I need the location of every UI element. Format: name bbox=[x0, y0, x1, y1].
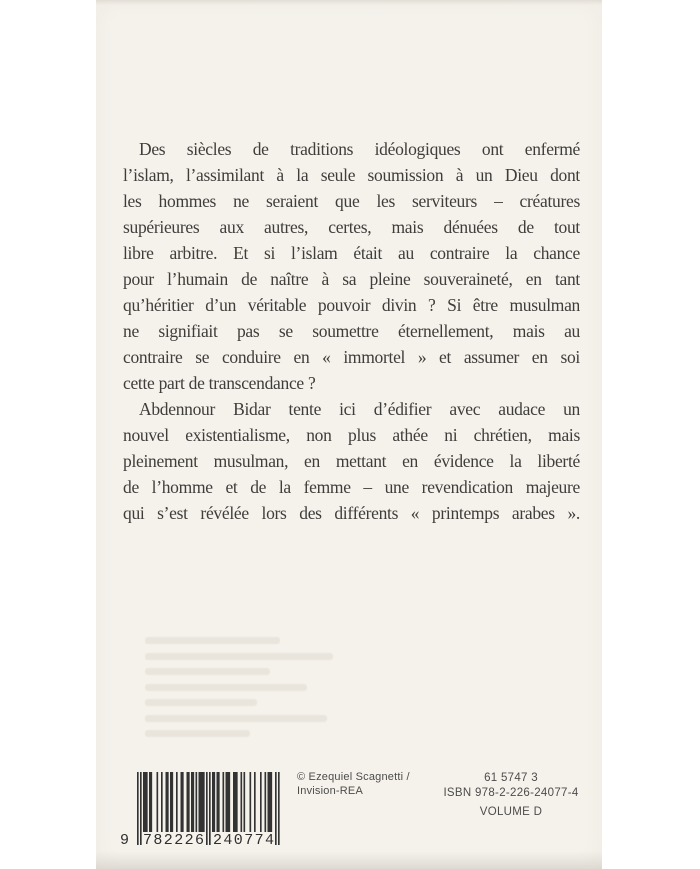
credit-line-1: © Ezequiel Scagnetti / bbox=[297, 771, 410, 783]
blurb-line: pleinement musulman, en mettant en évidence la liberté bbox=[123, 451, 580, 471]
blurb-line: qu’héritier d’un véritable pouvoir divin ? Si être musulman bbox=[123, 295, 580, 315]
ghost-text-line bbox=[145, 637, 280, 644]
blurb-line: contraire se conduire en « immortel » et assumer en soi bbox=[123, 347, 580, 367]
print-info bbox=[418, 771, 604, 820]
credit-line-2: Invision-REA bbox=[297, 784, 363, 797]
ghost-text-line bbox=[145, 730, 250, 737]
blurb-line: les hommes ne seraient que les serviteurs – créatures bbox=[123, 191, 580, 211]
ghost-text-line bbox=[145, 684, 307, 691]
blurb-line: libre arbitre. Et si l’islam était au contraire la chance bbox=[123, 243, 580, 263]
book-back-cover bbox=[96, 0, 602, 869]
blurb-line: Des siècles de traditions idéologiques ont enfermé bbox=[139, 139, 580, 159]
volume-label: VOLUME D bbox=[479, 806, 543, 818]
ghost-text-line bbox=[145, 699, 257, 706]
barcode-digits-right: 240774 bbox=[213, 832, 276, 849]
print-code: 61 5747 3 bbox=[484, 772, 538, 784]
barcode-digit-lead: 9 bbox=[120, 832, 130, 849]
ghost-text-line bbox=[145, 668, 270, 675]
isbn: ISBN 978-2-226-24077-4 bbox=[443, 787, 579, 799]
blurb-line: qui s’est révélée lors des différents « printemps arabes ». bbox=[123, 503, 580, 523]
blurb-line: cette part de transcendance ? bbox=[123, 373, 316, 393]
ghost-text-block bbox=[145, 637, 333, 746]
blurb-line: Abdennour Bidar tente ici d’édifier avec audace un bbox=[139, 399, 580, 419]
blurb-line: l’islam, l’assimilant à la seule soumission à un Dieu dont bbox=[123, 165, 580, 185]
photo-credit bbox=[297, 771, 410, 798]
blurb-line: ne signifiait pas se soumettre éternellement, mais au bbox=[123, 321, 580, 341]
ghost-text-line bbox=[145, 715, 327, 722]
barcode-digits bbox=[120, 832, 375, 850]
blurb bbox=[123, 136, 580, 526]
ghost-text-line bbox=[145, 653, 333, 660]
blurb-line: nouvel existentialisme, non plus athée ni chrétien, mais bbox=[123, 425, 580, 445]
blurb-line: supérieures aux autres, certes, mais dénuées de tout bbox=[123, 217, 580, 237]
blurb-line: de l’homme et de la femme – une revendication majeure bbox=[123, 477, 580, 497]
blurb-line: pour l’humain de naître à sa pleine souveraineté, en tant bbox=[123, 269, 580, 289]
barcode-digits-left: 782226 bbox=[143, 832, 206, 849]
